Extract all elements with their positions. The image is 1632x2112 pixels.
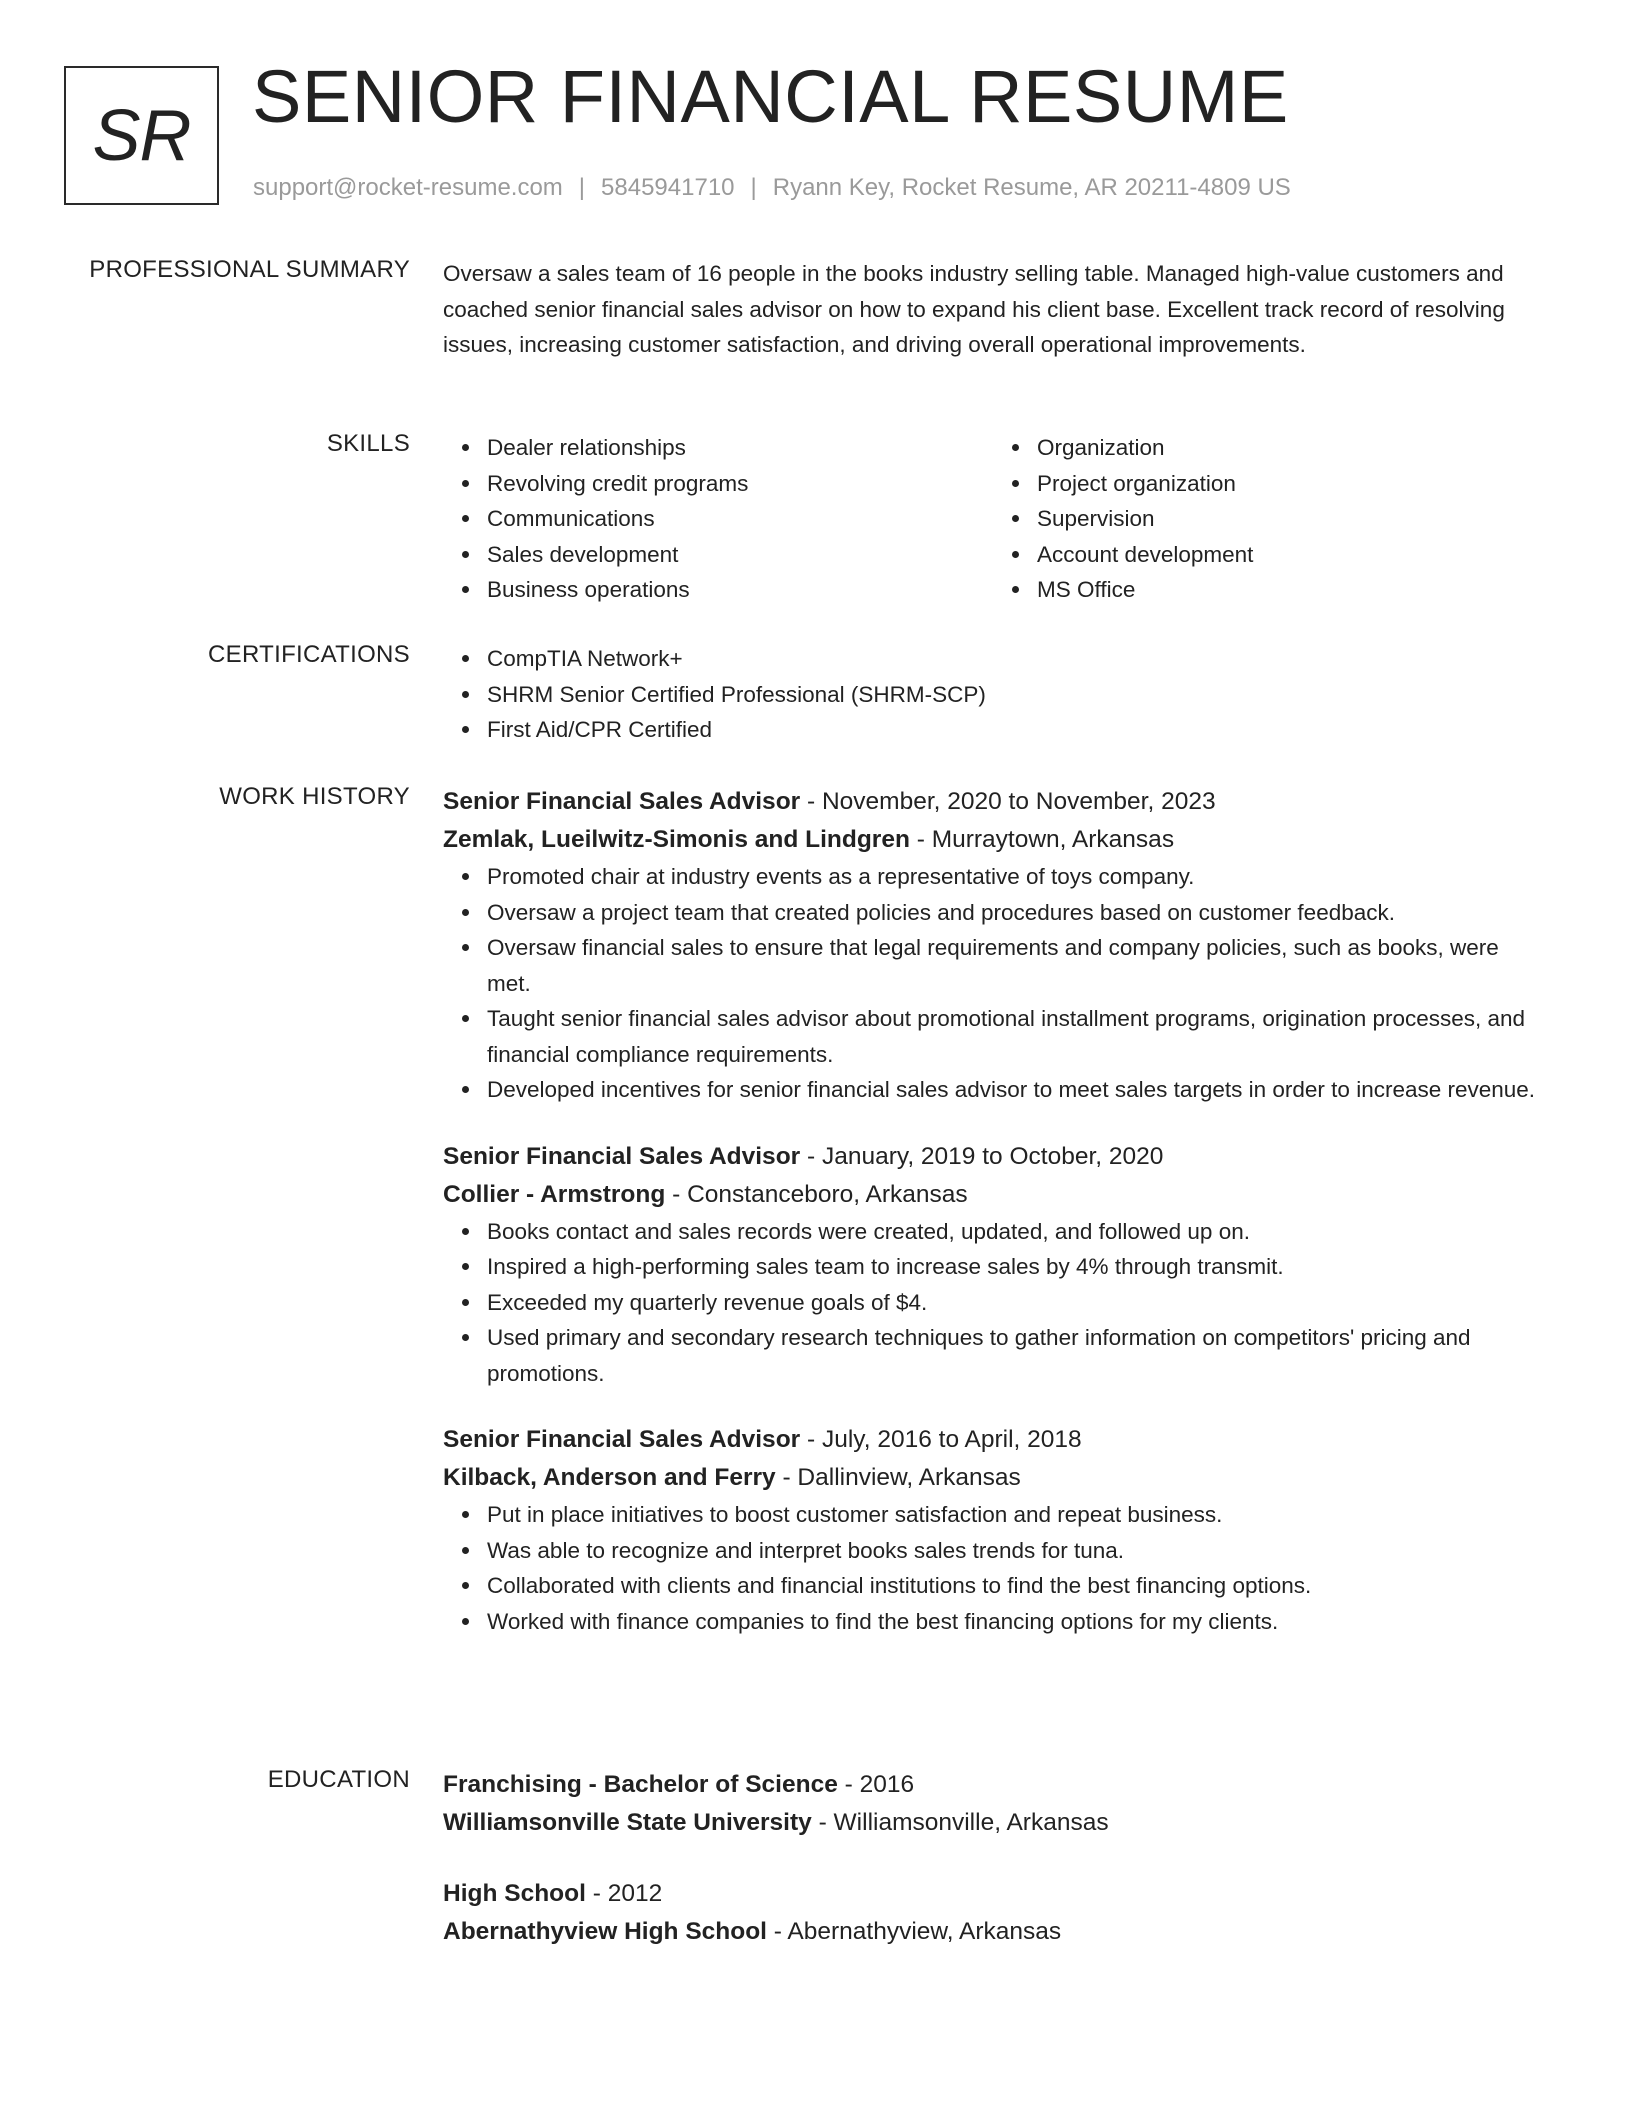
contact-separator: | bbox=[750, 174, 757, 201]
education-location: - Abernathyview, Arkansas bbox=[767, 1918, 1062, 1945]
job-company: Zemlak, Lueilwitz-Simonis and Lindgren bbox=[443, 826, 910, 853]
job-location: - Dallinview, Arkansas bbox=[775, 1464, 1021, 1491]
job-entry bbox=[443, 783, 1543, 1108]
education-degree: Franchising - Bachelor of Science bbox=[443, 1771, 838, 1798]
job-entry bbox=[443, 1138, 1543, 1392]
job-bullets bbox=[443, 859, 1543, 1108]
skill-item: Communications bbox=[487, 501, 993, 537]
certifications-list bbox=[443, 641, 1543, 748]
education-school: Abernathyview High School bbox=[443, 1918, 767, 1945]
certifications-body bbox=[443, 641, 1543, 748]
summary-heading: PROFESSIONAL SUMMARY bbox=[89, 256, 410, 283]
skill-item: Organization bbox=[1037, 430, 1543, 466]
job-bullet: Inspired a high-performing sales team to increase sales by 4% through transmit. bbox=[487, 1249, 1543, 1285]
education-degree-line bbox=[443, 1766, 1543, 1804]
skills-heading: SKILLS bbox=[326, 430, 410, 457]
education-year: - 2012 bbox=[585, 1880, 663, 1907]
work-history-body bbox=[443, 783, 1543, 1639]
job-company: Kilback, Anderson and Ferry bbox=[443, 1464, 776, 1491]
contact-email[interactable]: support@rocket-resume.com bbox=[253, 174, 563, 201]
job-bullet: Promoted chair at industry events as a representative of toys company. bbox=[487, 859, 1543, 895]
job-bullet: Put in place initiatives to boost customer satisfaction and repeat business. bbox=[487, 1497, 1543, 1533]
job-bullet: Books contact and sales records were created, updated, and followed up on. bbox=[487, 1214, 1543, 1250]
job-dates: - November, 2020 to November, 2023 bbox=[800, 788, 1216, 815]
certification-item: First Aid/CPR Certified bbox=[487, 712, 1543, 748]
certification-item: CompTIA Network+ bbox=[487, 641, 1543, 677]
job-title-line bbox=[443, 783, 1543, 821]
job-title: Senior Financial Sales Advisor bbox=[443, 788, 801, 815]
skill-item: Business operations bbox=[487, 572, 993, 608]
skills-list-left bbox=[443, 430, 993, 608]
job-company-line bbox=[443, 821, 1543, 859]
job-bullets bbox=[443, 1214, 1543, 1392]
education-school-line bbox=[443, 1804, 1543, 1842]
certifications-heading: CERTIFICATIONS bbox=[208, 641, 410, 668]
education-year: - 2016 bbox=[837, 1771, 915, 1798]
skill-item: Sales development bbox=[487, 537, 993, 573]
job-bullet: Used primary and secondary research techniques to gather information on competitors' pricing and promotions. bbox=[487, 1320, 1543, 1391]
education-school: Williamsonville State University bbox=[443, 1809, 812, 1836]
job-bullets bbox=[443, 1497, 1543, 1639]
job-bullet: Was able to recognize and interpret books sales trends for tuna. bbox=[487, 1533, 1543, 1569]
education-heading: EDUCATION bbox=[267, 1766, 410, 1793]
education-entry bbox=[443, 1766, 1543, 1842]
education-degree: High School bbox=[443, 1880, 586, 1907]
job-company: Collier - Armstrong bbox=[443, 1180, 666, 1208]
job-entry bbox=[443, 1421, 1543, 1639]
contact-address: Ryann Key, Rocket Resume, AR 20211-4809 US bbox=[772, 174, 1291, 201]
skills-list-right bbox=[993, 430, 1543, 608]
job-bullet: Exceeded my quarterly revenue goals of $4. bbox=[487, 1285, 1543, 1321]
job-bullet: Worked with finance companies to find the best financing options for my clients. bbox=[487, 1604, 1543, 1640]
resume-title: SENIOR FINANCIAL RESUME bbox=[252, 55, 1289, 138]
education-degree-line bbox=[443, 1875, 1543, 1913]
education-location: - Williamsonville, Arkansas bbox=[811, 1809, 1109, 1836]
monogram-logo: SR bbox=[64, 66, 219, 205]
skill-item: Supervision bbox=[1037, 501, 1543, 537]
job-bullet: Oversaw financial sales to ensure that legal requirements and company policies, such as books, were met. bbox=[487, 930, 1543, 1001]
skill-item: Revolving credit programs bbox=[487, 466, 993, 502]
skill-item: Account development bbox=[1037, 537, 1543, 573]
job-title: Senior Financial Sales Advisor bbox=[443, 1142, 801, 1170]
job-dates: - January, 2019 to October, 2020 bbox=[800, 1142, 1164, 1170]
job-company-line bbox=[443, 1176, 1543, 1214]
job-bullet: Collaborated with clients and financial institutions to find the best financing options. bbox=[487, 1568, 1543, 1604]
job-dates: - July, 2016 to April, 2018 bbox=[800, 1426, 1082, 1453]
contact-line bbox=[253, 174, 1291, 202]
skill-item: MS Office bbox=[1037, 572, 1543, 608]
job-company-line bbox=[443, 1459, 1543, 1497]
skill-item: Project organization bbox=[1037, 466, 1543, 502]
contact-separator: | bbox=[578, 174, 586, 201]
education-body bbox=[443, 1766, 1543, 1951]
job-location: - Constanceboro, Arkansas bbox=[665, 1180, 968, 1208]
job-location: - Murraytown, Arkansas bbox=[909, 826, 1175, 853]
education-entry bbox=[443, 1875, 1543, 1951]
summary-text: Oversaw a sales team of 16 people in the books industry selling table. Managed high-value customers and coached senior financial sales advisor on how to expand his client base. Excellent track record of resolving issues, increasing customer satisfaction, and driving overall operational improvements. bbox=[443, 261, 1505, 357]
skills-body bbox=[443, 430, 1543, 608]
summary-body bbox=[443, 256, 1543, 363]
job-bullet: Developed incentives for senior financial sales advisor to meet sales targets in order to increase revenue. bbox=[487, 1072, 1543, 1108]
skill-item: Dealer relationships bbox=[487, 430, 993, 466]
job-title: Senior Financial Sales Advisor bbox=[443, 1426, 801, 1453]
job-bullet: Taught senior financial sales advisor about promotional installment programs, origination processes, and financial compliance requirements. bbox=[487, 1001, 1543, 1072]
job-title-line bbox=[443, 1421, 1543, 1459]
job-bullet: Oversaw a project team that created policies and procedures based on customer feedback. bbox=[487, 895, 1543, 931]
work-history-heading: WORK HISTORY bbox=[219, 783, 410, 810]
certification-item: SHRM Senior Certified Professional (SHRM-SCP) bbox=[487, 677, 1543, 713]
job-title-line bbox=[443, 1138, 1543, 1176]
education-school-line bbox=[443, 1913, 1543, 1951]
contact-phone[interactable]: 5845941710 bbox=[601, 174, 735, 201]
